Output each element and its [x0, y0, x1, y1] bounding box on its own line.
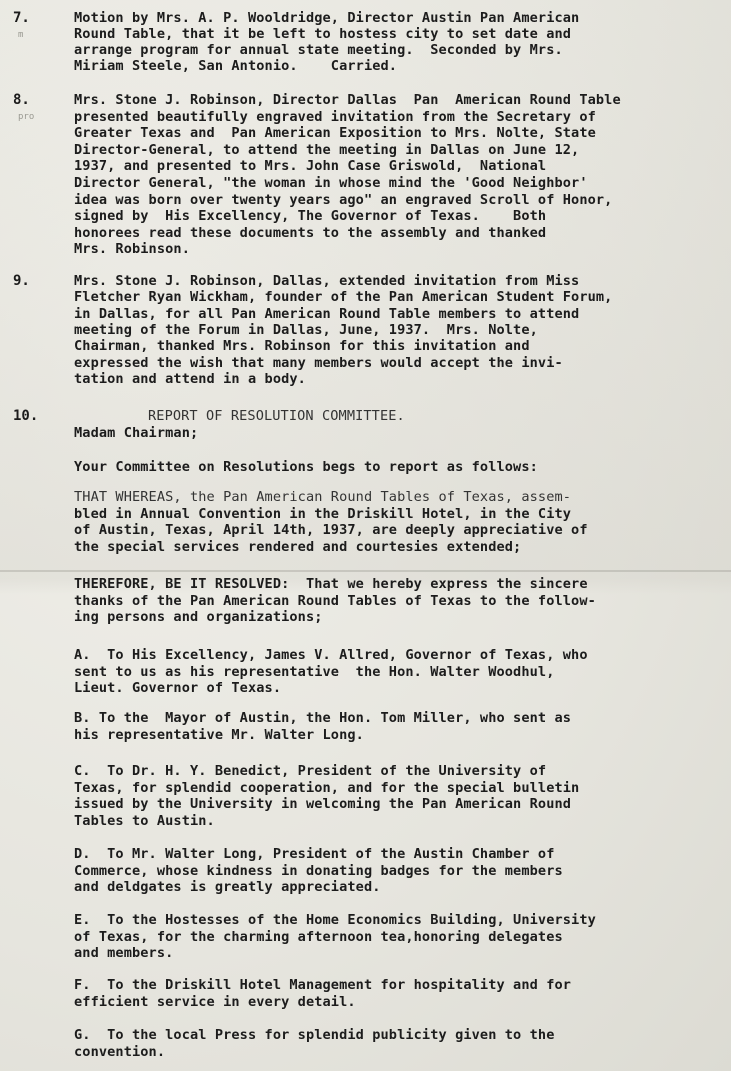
clause-c-line: C. To Dr. H. Y. Benedict, President of the University of: [74, 763, 547, 779]
text-line: honorees read these documents to the assembly and thanked: [74, 224, 547, 241]
text-line: Mrs. Stone J. Robinson, Dallas, extended invitation from Miss: [74, 273, 580, 289]
clause-g-line: convention.: [74, 1043, 166, 1060]
text-line: presented beautifully engraved invitation from the Secretary of: [74, 108, 596, 125]
text-line: expressed the wish that many members would accept the invi-: [74, 354, 563, 371]
text-line: Miriam Steele, San Antonio. Carried.: [74, 58, 398, 74]
clause-d-line: Commerce, whose kindness in donating badges for the members: [74, 862, 563, 879]
text-line: 1937, and presented to Mrs. John Case Griswold, National: [74, 158, 547, 175]
item-number: 7.: [13, 10, 30, 26]
text-line: Round Table, that it be left to hostess city to set date and: [74, 26, 572, 42]
clause-b-line: B. To the Mayor of Austin, the Hon. Tom Miller, who sent as: [74, 710, 572, 726]
clause-g-line: G. To the local Press for splendid publicity given to the: [74, 1027, 555, 1043]
text-line: in Dallas, for all Pan American Round Table members to attend: [74, 305, 580, 322]
clause-e-line: E. To the Hostesses of the Home Economics Building, University: [74, 912, 596, 928]
clause-a-line: sent to us as his representative the Hon. Walter Woodhul,: [74, 663, 555, 680]
clause-e-line: and members.: [74, 945, 174, 961]
text-line: tation and attend in a body.: [74, 370, 306, 387]
clause-c-line: Tables to Austin.: [74, 812, 215, 829]
text-line: Fletcher Ryan Wickham, founder of the Pan American Student Forum,: [74, 289, 613, 306]
text-line: Mrs. Robinson.: [74, 241, 190, 258]
item-number: 10.: [13, 408, 39, 424]
whereas-line: the special services rendered and courtesies extended;: [74, 538, 522, 555]
text-line: Director General, "the woman in whose mind the 'Good Neighbor': [74, 175, 588, 191]
text-line: meeting of the Forum in Dallas, June, 1937. Mrs. Nolte,: [74, 321, 538, 338]
whereas-line: of Austin, Texas, April 14th, 1937, are deeply appreciative of: [74, 522, 588, 538]
whereas-line: THAT WHEREAS, the Pan American Round Tables of Texas, assem-: [74, 489, 572, 505]
clause-b-line: his representative Mr. Walter Long.: [74, 726, 364, 743]
item-number: 8.: [13, 92, 30, 108]
whereas-line: bled in Annual Convention in the Driskill Hotel, in the City: [74, 505, 572, 522]
resolved-line: THEREFORE, BE IT RESOLVED: That we hereby express the sincere: [74, 576, 588, 592]
margin-note: m: [18, 30, 24, 40]
text-line: Greater Texas and Pan American Exposition to Mrs. Nolte, State: [74, 125, 596, 142]
text-line: idea was born over twenty years ago" an engraved Scroll of Honor,: [74, 191, 613, 208]
item-number: 9.: [13, 273, 30, 289]
resolved-line: ing persons and organizations;: [74, 609, 323, 625]
section-heading: REPORT OF RESOLUTION COMMITTEE.: [148, 408, 405, 424]
clause-c-line: Texas, for splendid cooperation, and for the special bulletin: [74, 779, 580, 796]
text-line: Director-General, to attend the meeting in Dallas on June 12,: [74, 141, 580, 158]
clause-e-line: of Texas, for the charming afternoon tea,honoring delegates: [74, 928, 563, 945]
text-line: arrange program for annual state meeting. Seconded by Mrs.: [74, 42, 563, 58]
text-line: Chairman, thanked Mrs. Robinson for this invitation and: [74, 338, 530, 355]
text-line: Mrs. Stone J. Robinson, Director Dallas Pan American Round Table: [74, 92, 621, 108]
salutation: Madam Chairman;: [74, 425, 199, 441]
intro-line: Your Committee on Resolutions begs to report as follows:: [74, 459, 538, 475]
paper-fold: [0, 570, 731, 572]
clause-d-line: D. To Mr. Walter Long, President of the Austin Chamber of: [74, 846, 555, 862]
text-line: signed by His Excellency, The Governor of Texas. Both: [74, 208, 547, 225]
clause-a-line: A. To His Excellency, James V. Allred, Governor of Texas, who: [74, 647, 588, 663]
clause-c-line: issued by the University in welcoming the Pan American Round: [74, 796, 572, 812]
text-line: Motion by Mrs. A. P. Wooldridge, Director Austin Pan American: [74, 10, 580, 26]
resolved-line: thanks of the Pan American Round Tables of Texas to the follow-: [74, 592, 596, 609]
clause-f-line: efficient service in every detail.: [74, 993, 356, 1010]
clause-a-line: Lieut. Governor of Texas.: [74, 680, 282, 696]
margin-note: pro: [18, 112, 35, 122]
clause-d-line: and deldgates is greatly appreciated.: [74, 879, 381, 895]
clause-f-line: F. To the Driskill Hotel Management for hospitality and for: [74, 977, 572, 993]
